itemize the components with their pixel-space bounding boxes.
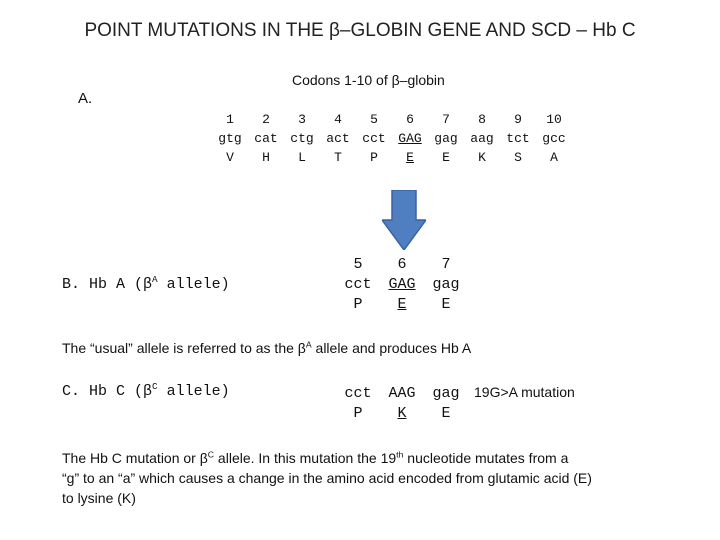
- section-b-label: B. Hb A ($\beta^A$ allele): [62, 274, 230, 293]
- amino-acid: V: [226, 150, 234, 165]
- codon: gag: [434, 131, 458, 146]
- codon-number: 7: [441, 256, 451, 273]
- codon: aag: [470, 131, 494, 146]
- amino-acid: L: [298, 150, 306, 165]
- down-arrow-icon: [382, 190, 426, 250]
- codon-number: 4: [334, 112, 342, 127]
- section-a-heading: Codons 1-10 of β–globin: [292, 72, 445, 88]
- amino-acid: A: [550, 150, 558, 165]
- codon-number: 7: [442, 112, 450, 127]
- codon: cct: [344, 276, 372, 293]
- amino-acid: P: [353, 405, 363, 422]
- amino-acid-highlighted: E: [406, 150, 414, 165]
- codon-highlighted: GAG: [388, 276, 416, 293]
- codon: gtg: [218, 131, 242, 146]
- explanation-line-3: to lysine (K): [62, 490, 136, 506]
- codon-number: 6: [397, 256, 407, 273]
- amino-acid: P: [370, 150, 378, 165]
- amino-acid: K: [478, 150, 486, 165]
- codon: cat: [254, 131, 278, 146]
- hb-a-note: The “usual” allele is referred to as the $\beta^A$ allele and produces Hb A: [62, 339, 472, 356]
- mutation-note: 19G>A mutation: [474, 384, 575, 400]
- codon-table-c: [336, 382, 575, 424]
- codon: act: [326, 131, 350, 146]
- amino-acid: E: [441, 296, 451, 313]
- codon-number: 5: [353, 256, 363, 273]
- codon: gag: [432, 276, 460, 293]
- codon: gcc: [542, 131, 566, 146]
- codon: ctg: [290, 131, 314, 146]
- amino-acid: S: [514, 150, 522, 165]
- codon-number: 2: [262, 112, 270, 127]
- codon: tct: [506, 131, 530, 146]
- codon: cct: [362, 131, 386, 146]
- codon-number: 3: [298, 112, 306, 127]
- amino-acid: T: [334, 150, 342, 165]
- codon-number-row: [336, 255, 468, 275]
- amino-acid: E: [441, 405, 451, 422]
- codon-number: 6: [406, 112, 414, 127]
- codon-table-b: [336, 255, 468, 315]
- codon: gag: [432, 385, 460, 402]
- explanation-line-2: “g” to an “a” which causes a change in the amino acid encoded from glutamic acid (E): [62, 470, 592, 486]
- codon-highlighted: GAG: [398, 131, 422, 146]
- codon-number: 9: [514, 112, 522, 127]
- amino-acid-row: [212, 148, 572, 167]
- codon-number: 1: [226, 112, 234, 127]
- codon: cct: [344, 385, 372, 402]
- amino-acid-row: [336, 295, 468, 315]
- amino-acid: P: [353, 296, 363, 313]
- codon-number: 5: [370, 112, 378, 127]
- codon-sequence-row: [212, 129, 572, 148]
- section-c-label: C. Hb C ($\beta^C$ allele): [62, 381, 230, 400]
- codon-sequence-row: [336, 382, 575, 404]
- explanation-paragraph: [62, 448, 592, 508]
- codon-number-row: [212, 110, 572, 129]
- codon-mutated: AAG: [388, 385, 416, 402]
- codon-number: 8: [478, 112, 486, 127]
- section-a-label: A.: [78, 90, 93, 107]
- page-title: POINT MUTATIONS IN THE β–GLOBIN GENE AND SCD – Hb C: [84, 20, 636, 41]
- explanation-line-1: The Hb C mutation or $\beta^C$ allele. In this mutation the 19th nucleotide mutates from a: [62, 449, 569, 466]
- codon-number: 10: [546, 112, 562, 127]
- codon-table-a: [212, 110, 572, 167]
- codon-sequence-row: [336, 275, 468, 295]
- amino-acid-highlighted: E: [397, 296, 407, 313]
- amino-acid-row: [336, 404, 575, 424]
- amino-acid: E: [442, 150, 450, 165]
- amino-acid-highlighted: K: [397, 405, 407, 422]
- amino-acid: H: [262, 150, 270, 165]
